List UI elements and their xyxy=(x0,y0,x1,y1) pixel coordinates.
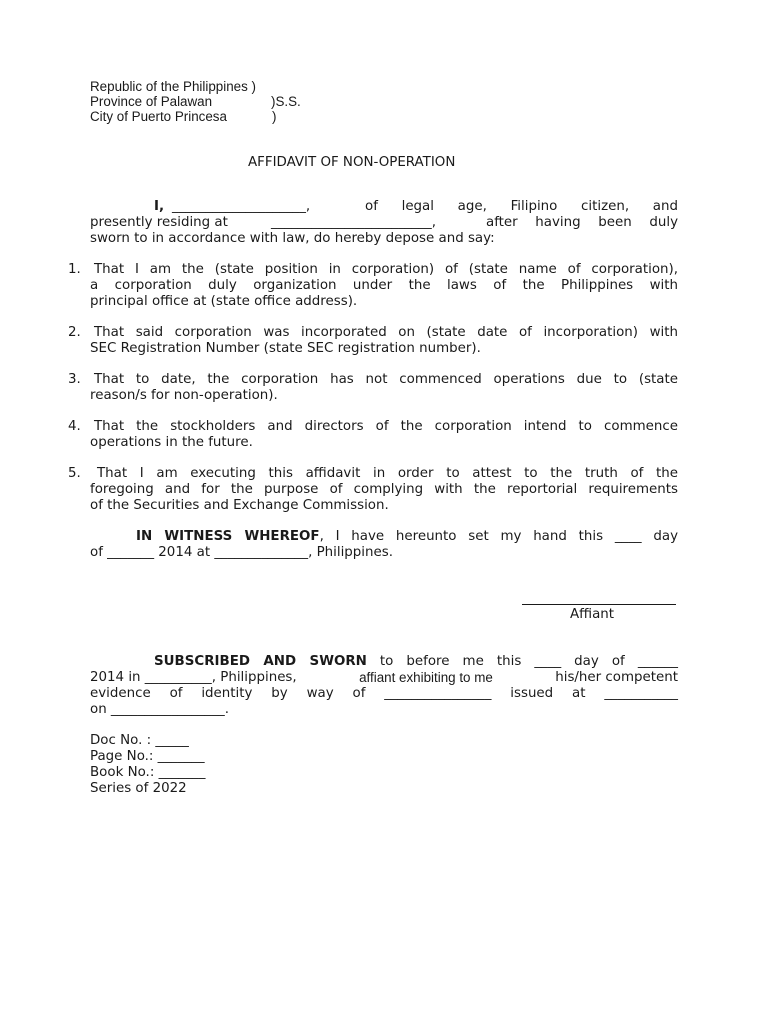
jurat-line-2 xyxy=(90,670,678,686)
item-number: 1. xyxy=(68,262,81,277)
intro-name-blank: ____________________, xyxy=(172,199,311,214)
item-line: That I am the (state position in corporation) of (state name of corporation), xyxy=(94,262,678,277)
venue-city: City of Puerto Princesa xyxy=(90,109,227,124)
item-line: principal office at (state office address). xyxy=(90,294,358,309)
venue-republic: Republic of the Philippines ) xyxy=(90,79,256,94)
doc-number: Doc No. : _____ xyxy=(90,733,189,748)
item-number: 2. xyxy=(68,325,81,340)
item-line: operations in the future. xyxy=(90,435,253,450)
intro-legal-age: of legal age, Filipino citizen, and xyxy=(365,199,678,214)
intro-address-blank: ________________________, xyxy=(271,215,436,230)
item-line: foregoing and for the purpose of complying with the reportorial requirements xyxy=(90,482,678,497)
venue-city-paren: ) xyxy=(272,109,277,124)
jurat-line-2c: his/her competent xyxy=(555,670,678,685)
affiant-signature-line xyxy=(522,604,676,605)
jurat-line-3: evidence of identity by way of ________________ issued at ___________ xyxy=(90,686,678,701)
item-line: That I am executing this affidavit in order to attest to the truth of the xyxy=(97,466,678,481)
intro-sworn-start: after having been duly xyxy=(486,215,678,230)
intro-residing-label: presently residing at xyxy=(90,215,228,230)
witness-line-2: of _______ 2014 at ______________, Philippines. xyxy=(90,545,393,560)
series-year: Series of 2022 xyxy=(90,781,187,796)
item-line: reason/s for non-operation). xyxy=(90,388,278,403)
jurat-line-2a: 2014 in __________, Philippines, xyxy=(90,670,297,685)
intro-depose: sworn to in accordance with law, do hereby depose and say: xyxy=(90,231,495,246)
item-number: 3. xyxy=(68,372,81,387)
item-line: That said corporation was incorporated on (state date of incorporation) with xyxy=(94,325,678,340)
page-number: Page No.: _______ xyxy=(90,749,205,764)
item-line: of the Securities and Exchange Commission. xyxy=(90,498,389,513)
witness-line-1: IN WITNESS WHEREOF, I have hereunto set my hand this ____ day xyxy=(136,529,678,544)
item-line: That the stockholders and directors of the corporation intend to commence xyxy=(94,419,678,434)
venue-ss: )S.S. xyxy=(271,94,301,109)
item-line: a corporation duly organization under the laws of the Philippines with xyxy=(90,278,678,293)
item-number: 4. xyxy=(68,419,81,434)
jurat-line-4: on _________________. xyxy=(90,702,230,717)
document-title: AFFIDAVIT OF NON-OPERATION xyxy=(248,155,456,170)
book-number: Book No.: _______ xyxy=(90,765,206,780)
item-line: That to date, the corporation has not commenced operations due to (state xyxy=(94,372,678,387)
jurat-line-1: SUBSCRIBED AND SWORN to before me this ____ day of ______ xyxy=(154,654,678,669)
affiant-label: Affiant xyxy=(570,607,615,622)
item-number: 5. xyxy=(68,466,81,481)
venue-province: Province of Palawan xyxy=(90,94,213,109)
jurat-line-2b: affiant exhibiting to me xyxy=(359,670,493,685)
intro-i-label: I, xyxy=(154,199,165,214)
item-line: SEC Registration Number (state SEC registration number). xyxy=(90,341,481,356)
